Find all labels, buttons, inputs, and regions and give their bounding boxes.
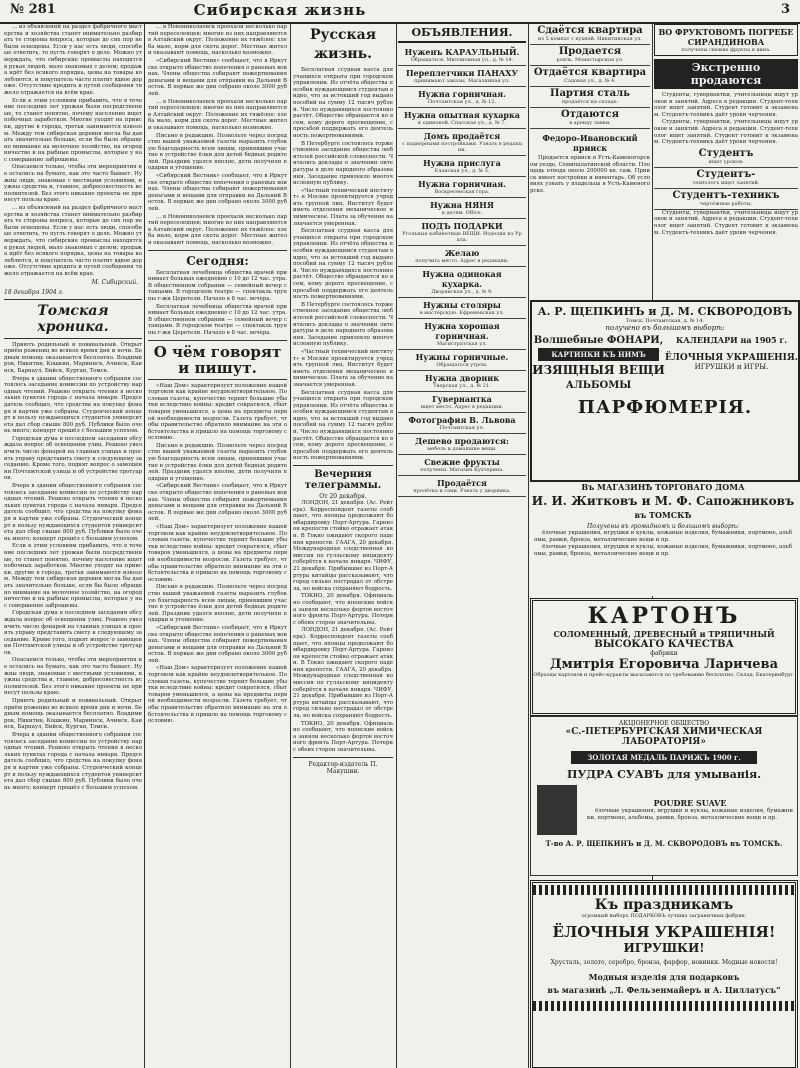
classified-ad	[398, 371, 526, 392]
ad-title: Переплетчики ПАНАХУ	[406, 68, 518, 78]
ad-title: Продается	[558, 46, 622, 57]
mine-text: Продается прииск в Усть-Каменогорском уезде, Семипалатинской области. Площадь отвода около 200000 кв. саж. Прииск имеет постройки и инвентарь. Об условиях узнать у владельца в Усть-Каменогорске.	[530, 155, 650, 194]
ad-text: Тверская ул., д. № 21.	[433, 383, 491, 389]
page-header	[0, 0, 800, 24]
classified-ad	[530, 24, 650, 45]
urgent-sale-text: Студенты, гувернантки, учительницы ищут уроков и занятий. Адреса в редакции. Студент-технолог ищет занятий. Студент готовит к экзаменам. Студентъ-техникъ даёт уроки черчения. Студенты, гувернантки, учительницы ищут уроков и занятий. Адреса в редакции. Студент-технолог ищет занятий. Студент готовит к экзаменам. Студентъ-техникъ даёт уроки черчения.	[654, 92, 798, 146]
ad-title: Отдаётся квартира	[533, 67, 647, 78]
ad-title: ПОДЪ ПОДАРКИ	[421, 221, 503, 231]
classified-ad	[398, 177, 526, 198]
chronicle-text: Приютъ родильный и повивальный. Открыт приём рожениц во всякое время дня и ночи. Бедным помощь оказывается бесплатно. Владимиров, Никитин, Кошкин, Мариинск, Ачинск, Каинск, Барнаул, Бийск, Курган, Томск. Вчера в здании общественного собрания состоялось заседание комиссии по устройству народных чтений. Решено открыть чтения в нескольких пунктах города с начала января. Председатель сообщил, что средства на покупку фонаря и картин уже собраны. Студенческий концерт в пользу нуждающихся студентов университета дал сбор свыше 800 руб. Публики было очень много; концерт прошёл с большим успехом. Городская дума в последнем заседании обсуждала вопрос об освещении улиц. Решено увеличить число фонарей на главных улицах и просить управу представить смету к следующему заседанию. Кроме того, поднят вопрос о замощении Почтамтской улицы и об устройстве тротуаров. Вчера в здании общественного собрания состоялось заседание комиссии по устройству народных чтений. Решено открыть чтения в нескольких пунктах города с начала января. Председатель сообщил, что средства на покупку фонаря и картин уже собраны. Студенческий концерт в пользу нуждающихся студентов университета дал сбор свыше 800 руб. Публики было очень много; концерт прошёл с большим успехом. Если к этим условиям прибавить, что в течение последних лет урожаи были посредственные, то станет понятно, почему население ищет побочных заработков. Многие уходят на прииски, другие в города, третьи занимаются извозом. Между тем сибирская деревня могла бы давать значительно больше, если бы было обращено внимание на молочное хозяйство, на огородничество и на рыбные промыслы, которые у нас совершенно заброшены. Городская дума в последнем заседании обсуждала вопрос об освещении улиц. Решено увеличить число фонарей на главных улицах и просить управу представить смету к следующему заседанию. Кроме того, поднят вопрос о замощении Почтамтской улицы и об устройстве тротуаров. Опасаемся только, чтобы эти мероприятия не остались на бумаге, как это часто бывает. Нужны люди, знакомые с местными условиями, нужны средства и, главное, добросовестность исполнителей. Без этого никакие проекты не принесут пользы краю. Приютъ родильный и повивальный. Открыт приём рожениц во всякое время дня и ночи. Бедным помощь оказывается бесплатно. Владимиров, Никитин, Кошкин, Мариинск, Ачинск, Каинск, Барнаул, Бийск, Курган, Томск. Вчера в здании общественного собрания состоялось заседание комиссии по устройству народных чтений. Решено открыть чтения в нескольких пунктах города с начала января. Председатель сообщил, что средства на покупку фонаря и картин уже собраны. Студенческий концерт в пользу нуждающихся студентов университета дал сбор свыше 800 руб. Публики было очень много; концерт прошёл с большим успехом.	[4, 341, 142, 791]
ad-text: Магистратская ул.	[437, 341, 487, 347]
classified-ad	[530, 45, 650, 66]
classified-ad	[398, 413, 526, 434]
ad-text: ищет уроков.	[708, 158, 744, 165]
column-3	[293, 24, 393, 1068]
ad-title: Дешево продаются:	[415, 436, 509, 446]
telegram-date: От 20 декабря.	[319, 493, 367, 501]
chem-lab-ad: АКЦІОНЕРНОЕ ОБЩЕСТВО «С.-ПЕТЕРБУРГСКАЯ ХИМИЧЕСКАЯ ЛАБОРАТОРІЯ» ЗОЛОТАЯ МЕДАЛЬ ПАРИЖЪ 1900 г. ПУДРА СУАВЪ для умыванія. POUDRE SUAVE ёлочные украшения, игрушки и куклы, кожаные изделия, бумажники, портмоне, альбомы, рамки, бронза, металлические вещи и пр. Т-во А. Р. ЩЕПКИНЪ и Д. М. СКВОРОДОВЪ въ ТОМСКѢ.	[530, 716, 798, 876]
classified-ad	[398, 219, 526, 246]
issue-number: № 281	[10, 2, 56, 17]
ad-text: к одинокой. Спасская ул., д. № 7.	[418, 120, 506, 126]
article-date: 18 декабря 1904 г.	[4, 288, 64, 296]
ad-title: Отдаются	[561, 109, 619, 120]
holiday-ad: Къ праздникамъ огромный выборъ ПОДАРКОВЪ лучших заграничных фабрик. ЁЛОЧНЫЯ УКРАШЕНІЯ! ИГРУШКИ! Хрусталь, золото, серебро, бронза, фарфор, новинки. Модные новости! Модныя изделія для подарковъ въ магазинѣ „Л. Фельзенмайеръ и А. Циллатусъ“	[530, 880, 798, 1068]
ad-text: Воскресенская гора.	[434, 189, 490, 195]
ad-title: Нужна горничная.	[418, 179, 506, 189]
classified-ad	[398, 476, 526, 497]
column-2	[148, 24, 287, 1068]
column-rule	[528, 24, 529, 1068]
ad-text: Почтамтская ул., д. № 12.	[427, 99, 497, 105]
ad-text: принимают заказы. Магазинная ул.	[414, 78, 510, 84]
ad-title: Гувернантка	[432, 394, 492, 404]
classified-ad	[654, 147, 798, 168]
ad-text: из 5 комнат с кухней. Никитинская ул.	[537, 36, 643, 42]
ad-text: чертёжные работы.	[699, 200, 753, 207]
ad-text: в аренду лавки.	[569, 120, 611, 126]
ad-title: Сдаётся квартира	[537, 25, 643, 36]
article-text: ... в Новониколаевск проехали несколько партий переселенцев; многие из них направляются в Алтайский округ. Положение их тяжёлое: хлеба мало, корм для скота дорог. Местные жители оказывают помощь, насколько возможно. «Сибирский Вестник» сообщает, что в Иркутске открыто общество попечения о раненых воинах. Члены общества собирают пожертвования деньгами и вещами для отправки на Дальний Восток. В первые же дни собрано около 3000 рублей. ... в Новониколаевск проехали несколько партий переселенцев; многие из них направляются в Алтайский округ. Положение их тяжёлое: хлеба мало, корм для скота дорог. Местные жители оказывают помощь, насколько возможно. Письмо в редакцию. Позвольте через посредство вашей уважаемой газеты выразить глубокую благодарность всем лицам, принявшим участие в устройстве ёлки для детей бедных родителей. Праздник удался вполне, дети получили подарки и угощение. «Сибирский Вестник» сообщает, что в Иркутске открыто общество попечения о раненых воинах. Члены общества собирают пожертвования деньгами и вещами для отправки на Дальний Восток. В первые же дни собрано около 3000 рублей. ... в Новониколаевск проехали несколько партий переселенцев; многие из них направляются в Алтайский округ. Положение их тяжёлое: хлеба мало, корм для скота дорог. Местные жители оказывают помощь, насколько возможно.	[148, 24, 287, 246]
ad-title: Студентъ-техникъ	[672, 189, 780, 201]
classified-ad	[654, 168, 798, 189]
press-review-text: «Наш Дом» характеризует положение нашей торговли как крайне неудовлетворительное. По словам газеты, купечество терпит большие убытки вследствие войны: кредит сократился, сбыт товаров уменьшился, а цены на предметы первой необходимости возросли. Газета требует, чтобы правительство обратило внимание на эти обстоятельства и пришло на помощь торговому сословию. Письмо в редакцию. Позвольте через посредство вашей уважаемой газеты выразить глубокую благодарность всем лицам, принявшим участие в устройстве ёлки для детей бедных родителей. Праздник удался вполне, дети получили подарки и угощение. «Сибирский Вестник» сообщает, что в Иркутске открыто общество попечения о раненых воинах. Члены общества собирают пожертвования деньгами и вещами для отправки на Дальний Восток. В первые же дни собрано около 3000 рублей. «Наш Дом» характеризует положение нашей торговли как крайне неудовлетворительное. По словам газеты, купечество терпит большие убытки вследствие войны: кредит сократился, сбыт товаров уменьшился, а цены на предметы первой необходимости возросли. Газета требует, чтобы правительство обратило внимание на эти обстоятельства и пришло на помощь торговому сословию. Письмо в редакцию. Позвольте через посредство вашей уважаемой газеты выразить глубокую благодарность всем лицам, принявшим участие в устройстве ёлки для детей бедных родителей. Праздник удался вполне, дети получили подарки и угощение. «Сибирский Вестник» сообщает, что в Иркутске открыто общество попечения о раненых воинах. Члены общества собирают пожертвования деньгами и вещами для отправки на Дальний Восток. В первые же дни собрано около 3000 рублей. «Наш Дом» характеризует положение нашей торговли как крайне неудовлетворительное. По словам газеты, купечество терпит большие убытки вследствие войны: кредит сократился, сбыт товаров уменьшился, а цены на предметы первой необходимости возросли. Газета требует, чтобы правительство обратило внимание на эти обстоятельства и пришло на помощь торговому сословию.	[148, 382, 287, 725]
section-heading: Вечерния телеграммы.	[304, 469, 382, 492]
editor-line: Редактор-издатель П. Макушин.	[308, 760, 378, 775]
section-heading: Сегодня:	[186, 253, 249, 268]
classified-ad	[530, 87, 650, 108]
today-text: Бесплатная лечебница общества врачей принимает больных ежедневно с 10 до 12 час. утра. В общественном собрании — семейный вечер с танцами. В городском театре — спектакль труппы г-жи Церетели. Начало в 8 час. вечера. Бесплатная лечебница общества врачей принимает больных ежедневно с 10 до 12 час. утра. В общественном собрании — семейный вечер с танцами. В городском театре — спектакль труппы г-жи Церетели. Начало в 8 час. вечера.	[148, 269, 287, 336]
classified-ad	[398, 455, 526, 476]
ad-title: Нужна одинокая кухарка.	[422, 269, 502, 289]
ad-text: получены. Магазин Кухтерина.	[420, 467, 504, 473]
ad-title: Фотография В. Львова	[408, 415, 516, 425]
ad-title: Домъ продаётся	[423, 131, 501, 141]
classified-ad	[398, 267, 526, 298]
classified-ad	[398, 434, 526, 455]
column-rule	[290, 24, 291, 1068]
ad-text: Дворянская ул., д. № 9.	[431, 289, 493, 295]
telegram-text: ЛОНДОН, 21 декабря. (Ас. Рейтера). Корреспондент газеты сообщает, что японцы продолжают бомбардировку Порт-Артура. Гарнизон крепости стойко отражает атаки. В Токио ожидают скорого падения крепости. ГААГА, 20 декабря. Международная следственная комиссия по гулльскому инциденту соберётся в начале января. ЧИФУ, 21 декабря. Прибывшие из Порт-Артура китайцы рассказывают, что город сильно пострадал от обстрела, но войска сохраняют бодрость. ТОКИО, 20 декабря. Официально сообщают, что японские войска заняли несколько фортов восточного фронта Порт-Артура. Потери с обеих сторон значительны. ЛОНДОН, 21 декабря. (Ас. Рейтера). Корреспондент газеты сообщает, что японцы продолжают бомбардировку Порт-Артура. Гарнизон крепости стойко отражает атаки. В Токио ожидают скорого падения крепости. ГААГА, 20 декабря. Международная следственная комиссия по гулльскому инциденту соберётся в начале января. ЧИФУ, 21 декабря. Прибывшие из Порт-Артура китайцы рассказывают, что город сильно пострадал от обстрела, но войска сохраняют бодрость. ТОКИО, 20 декабря. Официально сообщают, что японские войска заняли несколько фортов восточного фронта Порт-Артура. Потери с обеих сторон значительны.	[293, 500, 393, 753]
classified-ad	[530, 108, 650, 129]
column-6-ads: ВО ФРУКТОВОМЪ ПОГРЕБЕ СИРАНДИНОВА получены свежие фрукты и вина. Экстренно продаются Студенты, гувернантки, учительницы ищут уроков и занятий. Адреса в редакции. Студент-технолог ищет занятий. Студент готовит к экзаменам. Студентъ-техникъ даёт уроки черчения. Студенты, гувернантки, учительницы ищут уроков и занятий. Адреса в редакции. Студент-технолог ищет занятий. Студент готовит к экзаменам. Студентъ-техникъ даёт уроки черчения. Студентъ ищет уроков. Студентъ- технологъ ищет занятий. Студентъ-техникъ чертёжные работы. Студенты, гувернантки, учительницы ищут уроков и занятий. Адреса в редакции. Студент-технолог ищет занятий. Студент готовит к экзаменам. Студентъ-техникъ даёт уроки черчения.	[654, 24, 798, 300]
ad-text: пролётка и сани. Узнать у дворника.	[413, 488, 511, 494]
perfumery-title: ПАРФЮМЕРІЯ.	[577, 397, 753, 418]
ad-title: Нужна дворник	[425, 373, 499, 383]
ad-text: технологъ ищет занятий.	[692, 179, 760, 186]
classified-ad	[654, 189, 798, 210]
karton-ad: КАРТОНЪ СОЛОМЕННЫЙ, ДРЕВЕСНЫЙ и ТРЯПИЧНЫЙ ВЫСОКАГО КАЧЕСТВА фабрики Дмитрія Егоровича Ларичева Образцы картонов и прейс-куранты высылаются по требованию бесплатно. Склад: Екатеринбург.	[530, 598, 798, 716]
mine-heading: Федоро-Ивановский прииск	[542, 133, 638, 153]
ad-title: Студентъ	[698, 147, 754, 159]
column-rule	[144, 24, 145, 1068]
zhitkov-ad: Въ МАГАЗИНѢ ТОРГОВАГО ДОМА И. И. Житковъ и М. Ф. Сапожниковъ въ ТОМСКѢ Получены въ громадномъ и большомъ выборѣ: ёлочные украшения, игрушки и куклы, кожаные изделия, бумажники, портмоне, альбомы, рамки, бронза, металлические вещи и пр. ёлочные украшения, игрушки и куклы, кожаные изделия, бумажники, портмоне, альбомы, рамки, бронза, металлические вещи и пр.	[530, 482, 796, 596]
ad-text: ищет место. Адрес в редакции.	[420, 404, 504, 410]
fruit-cellar-title: ВО ФРУКТОВОМЪ ПОГРЕБЕ СИРАНДИНОВА	[658, 27, 794, 47]
ad-title: Студентъ-	[696, 168, 756, 180]
article-text: ... из объявлений на раздел фабричного мастерства и хозяйства станет внимательно разбирать те стороны вопроса, которые до сих пор не были освещены. Если у нас есть люди, способные ответить, то пусть говорят о деле. Можно утверждать, что сибирские промыслы находятся в руках людей, мало знакомых с делом; продажа идёт без всякого порядка, цены на товары колеблются, и покупатель часто платит вдвое дороже. Отсутствие кредита и путей сообщения тяжело отражается на всём крае. Если к этим условиям прибавить, что в течение последних лет урожаи были посредственные, то станет понятно, почему население ищет побочных заработков. Многие уходят на прииски, другие в города, третьи занимаются извозом. Между тем сибирская деревня могла бы давать значительно больше, если бы было обращено внимание на молочное хозяйство, на огородничество и на рыбные промыслы, которые у нас совершенно заброшены. Опасаемся только, чтобы эти мероприятия не остались на бумаге, как это часто бывает. Нужны люди, знакомые с местными условиями, нужны средства и, главное, добросовестность исполнителей. Без этого никакие проекты не принесут пользы краю. ... из объявлений на раздел фабричного мастерства и хозяйства станет внимательно разбирать те стороны вопроса, которые до сих пор не были освещены. Если у нас есть люди, способные ответить, то пусть говорят о деле. Можно утверждать, что сибирские промыслы находятся в руках людей, мало знакомых с делом; продажа идёт без всякого порядка, цены на товары колеблются, и покупатель часто платит вдвое дороже. Отсутствие кредита и путей сообщения тяжело отражается на всём крае.	[4, 24, 142, 277]
classified-ad	[398, 45, 526, 66]
ad-text: в мастерскую. Ефремовская ул.	[419, 310, 505, 316]
ad-title: Продаётся	[437, 478, 487, 488]
classified-ad	[398, 319, 526, 350]
article-signature: М. Сибирский.	[91, 278, 138, 286]
ad-text: Почтамтская ул.	[439, 425, 485, 431]
page-number: 3	[780, 2, 790, 17]
ad-text: Садовая ул., д. № 4.	[564, 78, 616, 84]
ad-text: к детям. Office.	[441, 210, 483, 216]
column-5-ads	[530, 24, 650, 300]
ad-text: мебель и домашние вещи.	[427, 446, 497, 452]
newspaper-title: Сибирская жизнь	[193, 1, 367, 19]
classified-ad	[398, 298, 526, 319]
ad-title: Нужна прислуга	[423, 158, 501, 168]
ad-text: Обращаться утром.	[436, 362, 488, 368]
ad-title: Нужна опытная кухарка	[404, 110, 520, 120]
ad-title: Нужна НЯНЯ	[430, 200, 494, 210]
ad-title: Нужны горничные.	[415, 352, 509, 362]
column-rule	[396, 24, 397, 1068]
ad-text: получить место. Адрес в редакции.	[415, 258, 509, 264]
classified-ad	[398, 156, 526, 177]
urgent-sale-banner: Экстренно продаются	[654, 59, 798, 89]
classified-ad	[398, 350, 526, 371]
section-heading: ОБЪЯВЛЕНИЯ.	[398, 26, 526, 43]
ad-text: с надворными постройками. Узнать в редакции.	[402, 141, 522, 153]
shchepkin-ad: А. Р. ЩЕПКИНЪ и Д. М. СКВОРОДОВЪ Томск, Почтамтская, д. № 14. получено въ большомъ выборѣ: Волшебные ФОНАРИ, КАРТИНКИ КЪ НИМЪ ИЗЯЩНЫЯ ВЕЩИ АЛЬБОМЫ КАЛЕНДАРИ на 1905 г. ЁЛОЧНЫЯ УКРАШЕНІЯ. ИГРУШКИ и ИГРЫ. ПАРФЮМЕРІЯ.	[530, 300, 800, 482]
ad-text: Еланская ул., д. № 5.	[434, 168, 490, 174]
section-heading: Русская жизнь.	[309, 27, 377, 62]
product-box-image	[537, 785, 577, 835]
ad-title: Нужны столяры	[423, 300, 501, 310]
article-text: Бесплатная ссудная касса для учащихся открыта при городском управлении. Из отчёта общества пособия нуждающимся студентам видно, что за истекший год выдано пособий на сумму 12 тысяч рублей. Число нуждающихся постоянно растёт. Общество обращается ко всем, кому дорого просвещение, с просьбой поддержать его деятельность пожертвованиями. В Петербурге состоялось торжественное заседание общества любителей российской словесности. Читались доклады о значении литературы в деле народного образования. Заседание привлекло многочисленную публику. «Частный технический институт» в Москве проектируется учредить группой лиц. Институт будет иметь отделения механическое и химическое. Плата за обучение назначается умеренная. Бесплатная ссудная касса для учащихся открыта при городском управлении. Из отчёта общества пособия нуждающимся студентам видно, что за истекший год выдано пособий на сумму 12 тысяч рублей. Число нуждающихся постоянно растёт. Общество обращается ко всем, кому дорого просвещение, с просьбой поддержать его деятельность пожертвованиями. В Петербурге состоялось торжественное заседание общества любителей российской словесности. Читались доклады о значении литературы в деле народного образования. Заседание привлекло многочисленную публику. «Частный технический институт» в Москве проектируется учредить группой лиц. Институт будет иметь отделения механическое и химическое. Плата за обучение назначается умеренная. Бесплатная ссудная касса для учащихся открыта при городском управлении. Из отчёта общества пособия нуждающимся студентам видно, что за истекший год выдано пособий на сумму 12 тысяч рублей. Число нуждающихся постоянно растёт. Общество обращается ко всем, кому дорого просвещение, с просьбой поддержать его деятельность пожертвованиями.	[293, 67, 393, 462]
ad-text: Обращаться: Миллионная ул., д. № 14.	[410, 57, 514, 63]
section-heading: Томская хроника.	[37, 302, 109, 335]
ad-title: Нужна горничная.	[418, 89, 506, 99]
ad-text: продаётся на складе.	[561, 99, 619, 105]
ad-title: Партия сталь	[550, 88, 630, 99]
ad-text: рояль. Монастырская ул.	[556, 57, 624, 63]
ad-title: Желаю	[444, 248, 480, 258]
classified-ad	[398, 198, 526, 219]
column-1	[4, 24, 142, 1068]
ad-text: Угольные кабинетные ВЕЩИ. Изделия из Урала.	[402, 231, 522, 243]
classified-ad	[398, 108, 526, 129]
ad-title: Нужна хорошая горничная.	[424, 321, 500, 341]
ad-title: Нуженъ КАРАУЛЬНЫЙ.	[404, 47, 520, 57]
classified-ad	[398, 129, 526, 156]
classified-ad	[398, 87, 526, 108]
classified-ad	[398, 246, 526, 267]
classified-ad	[398, 392, 526, 413]
column-4-ads	[398, 24, 526, 1068]
ad-title: Свежие фрукты	[424, 457, 500, 467]
classified-ad	[398, 66, 526, 87]
classified-ad	[530, 66, 650, 87]
section-heading: О чём говорят и пишут.	[153, 342, 282, 377]
